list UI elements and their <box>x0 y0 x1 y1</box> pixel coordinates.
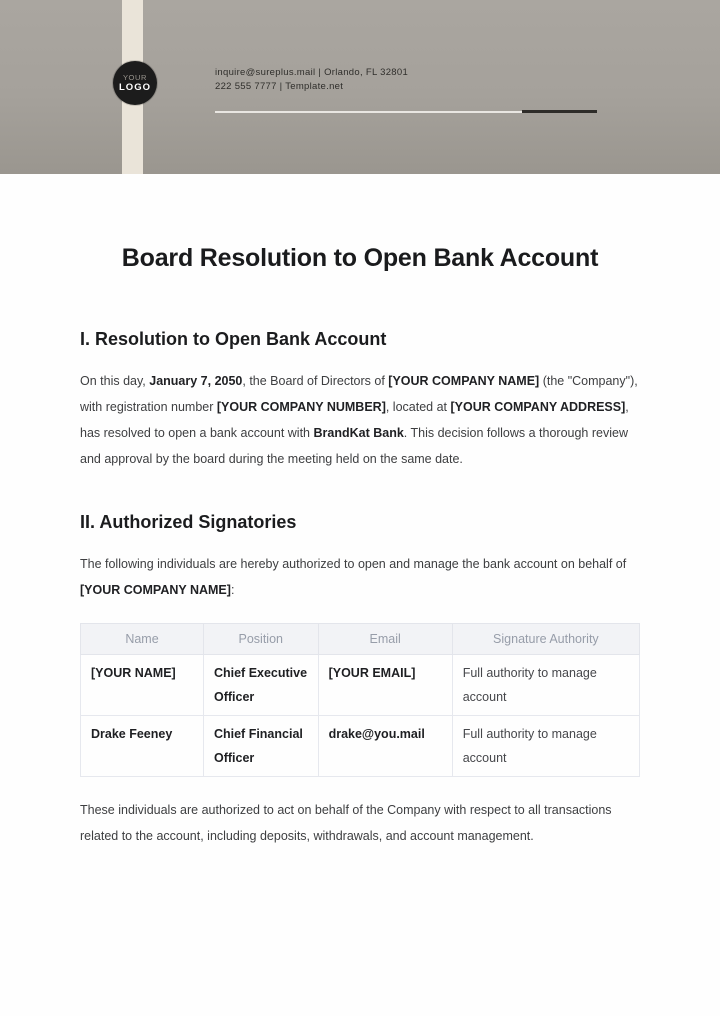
contact-line-email-address: inquire@sureplus.mail | Orlando, FL 32801 <box>215 67 409 78</box>
document-title: Board Resolution to Open Bank Account <box>121 244 599 272</box>
letterhead-header <box>0 0 720 174</box>
logo-text-bottom: LOGO <box>119 81 151 93</box>
contact-line-phone-site: 222 555 7777 | Template.net <box>215 80 344 92</box>
cell-email: drake@you.mail <box>318 716 452 777</box>
cell-email: [YOUR EMAIL] <box>318 655 452 716</box>
section-1-paragraph: On this day, January 7, 2050, the Board of Directors of [YOUR COMPANY NAME] (the "Company"), with registration number [YOUR COMPANY NUMBER], located at [YOUR COMPANY ADDRESS], has resolved to open a bank account with BrandKat Bank. This decision follows a thorough review and approval by the board during the meeting held on the same date. <box>80 374 638 466</box>
cell-position: Chief Executive Officer <box>203 655 318 716</box>
contact-info <box>215 66 408 93</box>
table-row <box>81 716 640 777</box>
signatories-table <box>80 623 640 777</box>
logo-text-top: YOUR <box>122 72 148 82</box>
header-divider-line <box>215 111 597 113</box>
column-header-name: Name <box>81 624 204 655</box>
closing-paragraph: These individuals are authorized to act on behalf of the Company with respect to all transactions related to the account, including deposits, withdrawals, and account management. <box>80 803 612 843</box>
document-content <box>80 174 640 849</box>
column-header-signature-authority: Signature Authority <box>452 624 639 655</box>
cell-authority: Full authority to manage account <box>452 655 639 716</box>
cell-position: Chief Financial Officer <box>203 716 318 777</box>
column-header-email: Email <box>318 624 452 655</box>
cell-name: Drake Feeney <box>81 716 204 777</box>
header-divider-accent <box>522 110 597 113</box>
section-2-heading: II. Authorized Signatories <box>80 512 297 532</box>
cell-authority: Full authority to manage account <box>452 716 639 777</box>
cell-name: [YOUR NAME] <box>81 655 204 716</box>
column-header-position: Position <box>203 624 318 655</box>
table-header-row <box>81 624 640 655</box>
section-2-intro-paragraph: The following individuals are hereby authorized to open and manage the bank account on behalf of [YOUR COMPANY NAME]: <box>80 557 627 597</box>
section-1-heading: I. Resolution to Open Bank Account <box>80 329 387 349</box>
table-row <box>81 655 640 716</box>
company-logo <box>113 61 157 105</box>
